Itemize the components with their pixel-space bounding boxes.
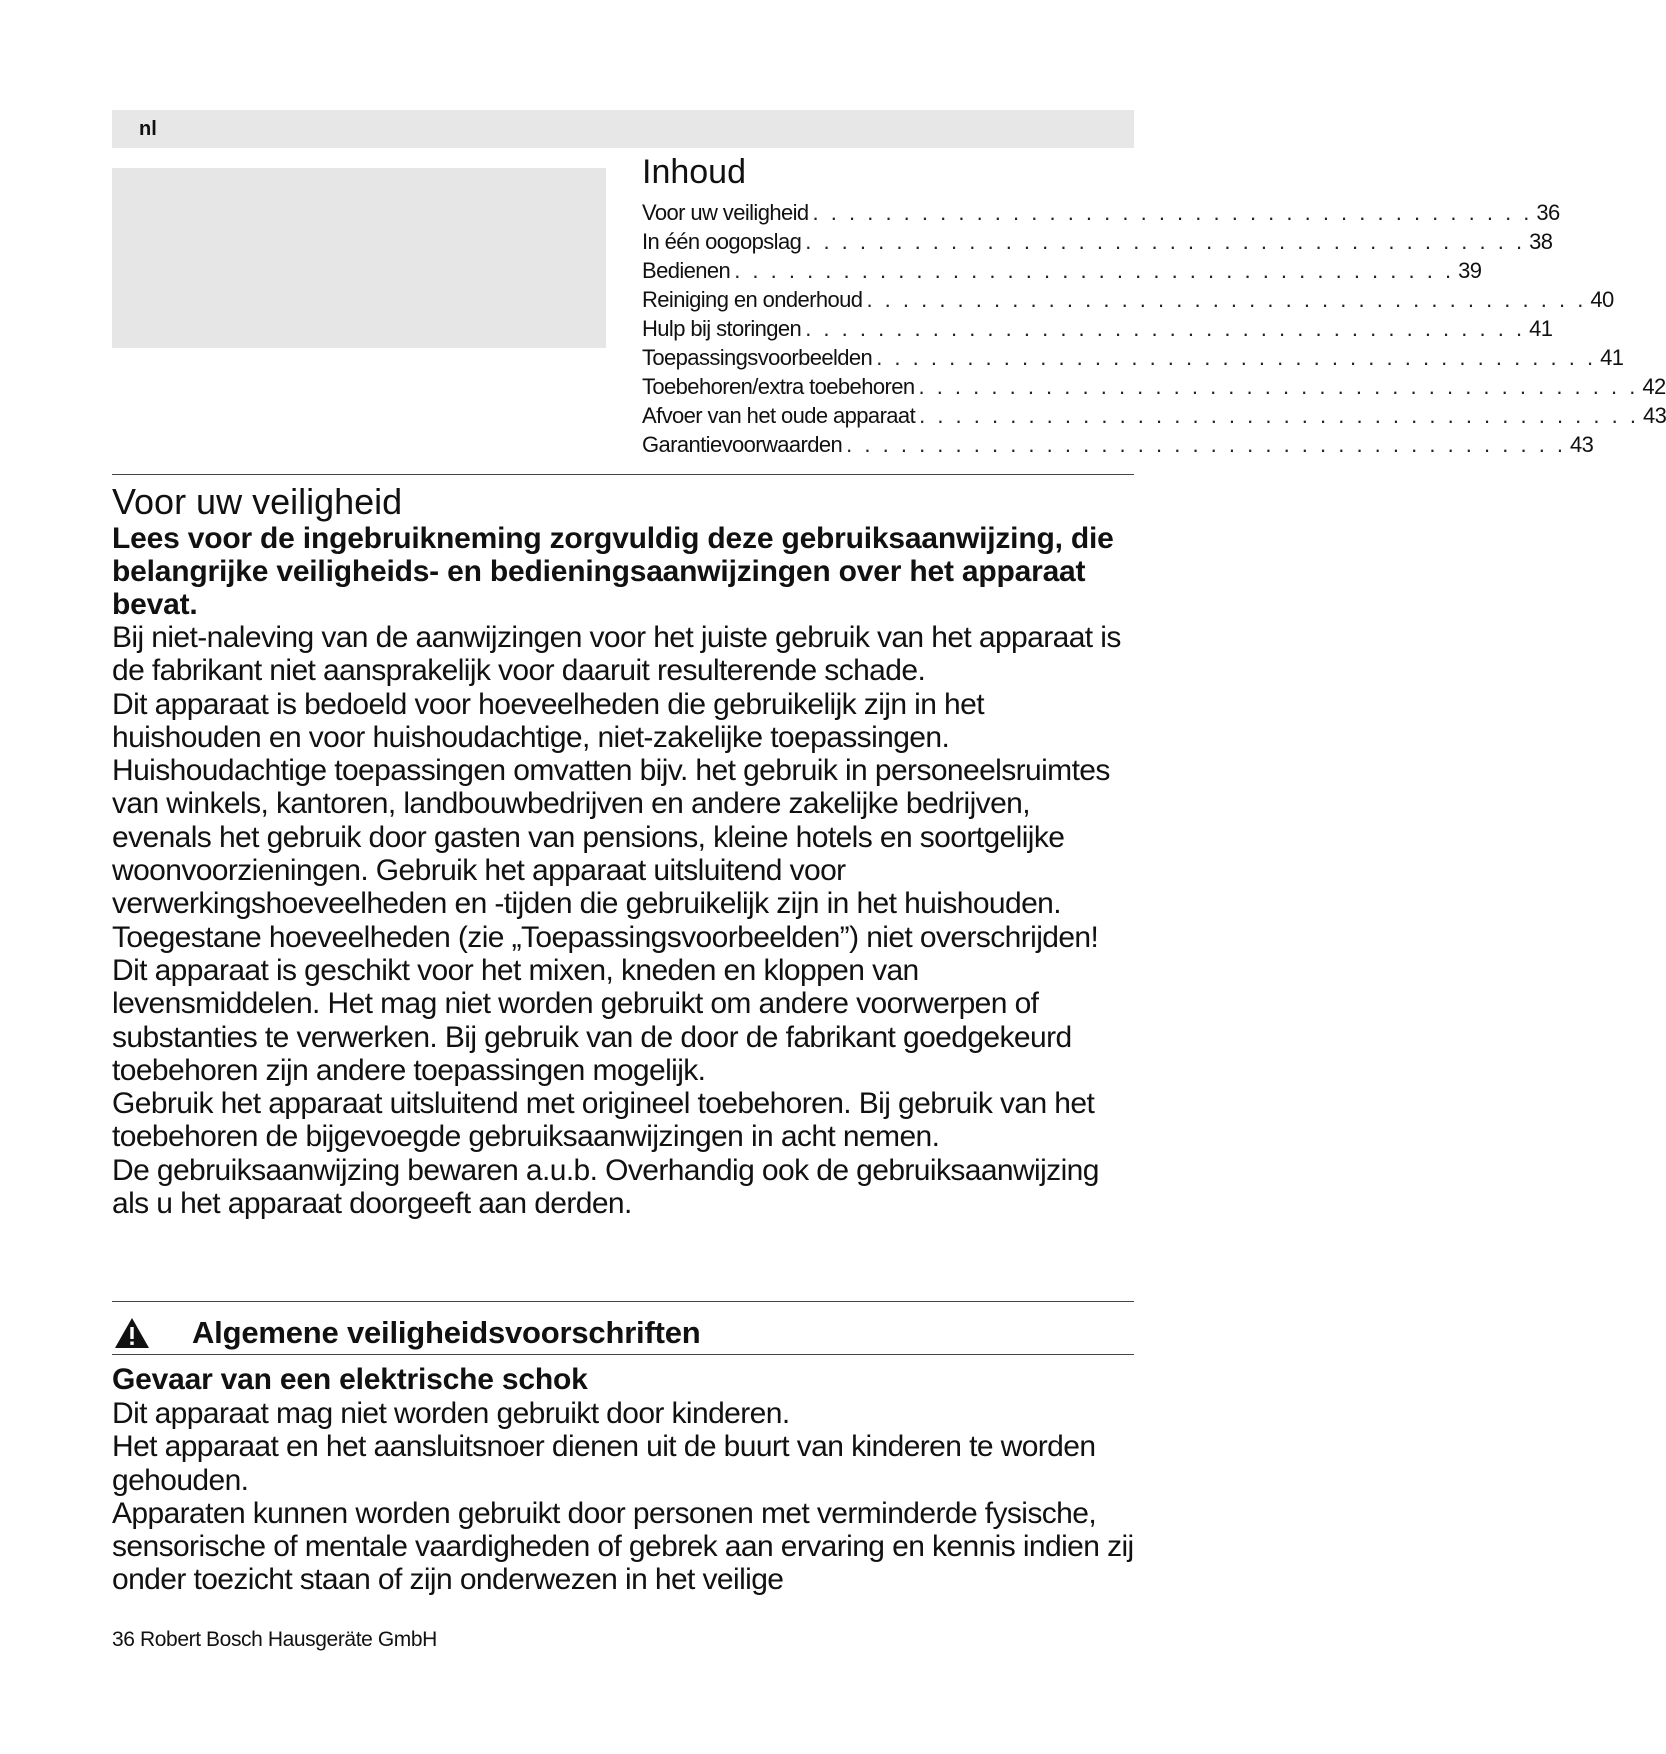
section-divider [112, 1301, 1134, 1302]
toc-entry[interactable]: Hulp bij storingen . . . . . . . . . . . . . . . . . . . . . . . . . . . . . . . . . . . . . . . . 41 [642, 316, 1553, 341]
toc-entry[interactable]: Toepassingsvoorbeelden . . . . . . . . . . . . . . . . . . . . . . . . . . . . . . . . . . . . . . . . 41 [642, 345, 1624, 370]
body-paragraph: De gebruiksaanwijzing bewaren a.u.b. Overhandig ook de gebruiksaanwijzing als u het apparaat doorgeeft aan derden. [112, 1153, 1099, 1221]
section-heading: Voor uw veiligheid [112, 481, 403, 522]
body-paragraph: Apparaten kunnen worden gebruikt door personen met verminderde fysische, sensorische of mentale vaardigheden of gebrek aan ervaring en kennis indien zij onder toezicht staan of zijn onderwezen in het veilige [112, 1496, 1134, 1597]
toc-entry[interactable]: Voor uw veiligheid . . . . . . . . . . . . . . . . . . . . . . . . . . . . . . . . . . . . . . . . 36 [642, 200, 1560, 225]
toc-entry[interactable]: Bedienen . . . . . . . . . . . . . . . . . . . . . . . . . . . . . . . . . . . . . . . . 39 [642, 258, 1482, 283]
body-paragraph: Dit apparaat is geschikt voor het mixen, kneden en kloppen van levensmiddelen. Het mag niet worden gebruikt om andere voorwerpen of substanties te verwerken. Bij gebruik van de door de fabrikant goedgekeurd toebehoren zijn andere toepassingen mogelijk. [112, 953, 1072, 1087]
page-footer: 36 Robert Bosch Hausgeräte GmbH [112, 1628, 437, 1651]
toc-entry[interactable]: Toebehoren/extra toebehoren . . . . . . . . . . . . . . . . . . . . . . . . . . . . . . . . . . . . . . . . 42 [642, 374, 1666, 399]
body-paragraph: Het apparaat en het aansluitsnoer dienen uit de buurt van kinderen te worden gehouden. [112, 1430, 1096, 1497]
language-tag: nl [139, 118, 157, 140]
lead-paragraph: Lees voor de ingebruikneming zorgvuldig deze gebruiksaanwijzing, die belangrijke veiligheids- en bedieningsaanwijzingen over het apparaat bevat. [112, 522, 1114, 621]
warning-heading-row [112, 1310, 1134, 1354]
section-divider [112, 474, 1134, 475]
section-divider [112, 1354, 1134, 1355]
safety-section [112, 482, 1134, 1220]
image-placeholder [112, 168, 606, 348]
toc-entry[interactable]: Afvoer van het oude apparaat . . . . . . . . . . . . . . . . . . . . . . . . . . . . . . . . . . . . . . . . 43 [642, 403, 1666, 428]
body-paragraph: Bij niet-naleving van de aanwijzingen voor het juiste gebruik van het apparaat is de fabrikant niet aansprakelijk voor daaruit resulterende schade. [112, 621, 1121, 688]
toc-title: Inhoud [642, 153, 746, 191]
body-paragraph: Dit apparaat is bedoeld voor hoeveelheden die gebruikelijk zijn in het huishouden en voor huishoudachtige, niet-zakelijke toepassingen. Huishoudachtige toepassingen omvatten bijv. het gebruik in personeelsruimtes van winkels, kantoren, landbouwbedrijven en andere zakelijke bedrijven, evenals het gebruik door gasten van pensions, kleine hotels en soortgelijke woonvoorzieningen. Gebruik het apparaat uitsluitend voor verwerkingshoeveelheden en -tijden die gebruikelijk zijn in het huishouden. Toegestane hoeveelheden (zie „Toepassingsvoorbeelden”) niet overschrijden! [112, 687, 1110, 954]
table-of-contents [642, 152, 1666, 459]
language-bar [112, 110, 1134, 148]
warning-triangle-icon [114, 1317, 150, 1349]
body-paragraph: Dit apparaat mag niet worden gebruikt door kinderen. [112, 1397, 790, 1430]
electric-shock-section [112, 1363, 1134, 1597]
body-paragraph: Gebruik het apparaat uitsluitend met origineel toebehoren. Bij gebruik van het toebehoren de bijgevoegde gebruiksaanwijzingen in acht nemen. [112, 1087, 1095, 1154]
warning-heading: Algemene veiligheidsvoorschriften [192, 1315, 701, 1350]
toc-entry[interactable]: Reiniging en onderhoud . . . . . . . . . . . . . . . . . . . . . . . . . . . . . . . . . . . . . . . . 40 [642, 287, 1614, 312]
subheading: Gevaar van een elektrische schok [112, 1363, 588, 1396]
toc-entry[interactable]: In één oogopslag . . . . . . . . . . . . . . . . . . . . . . . . . . . . . . . . . . . . . . . . 38 [642, 229, 1553, 254]
toc-entry[interactable]: Garantievoorwaarden . . . . . . . . . . . . . . . . . . . . . . . . . . . . . . . . . . . . . . . . 43 [642, 432, 1594, 457]
